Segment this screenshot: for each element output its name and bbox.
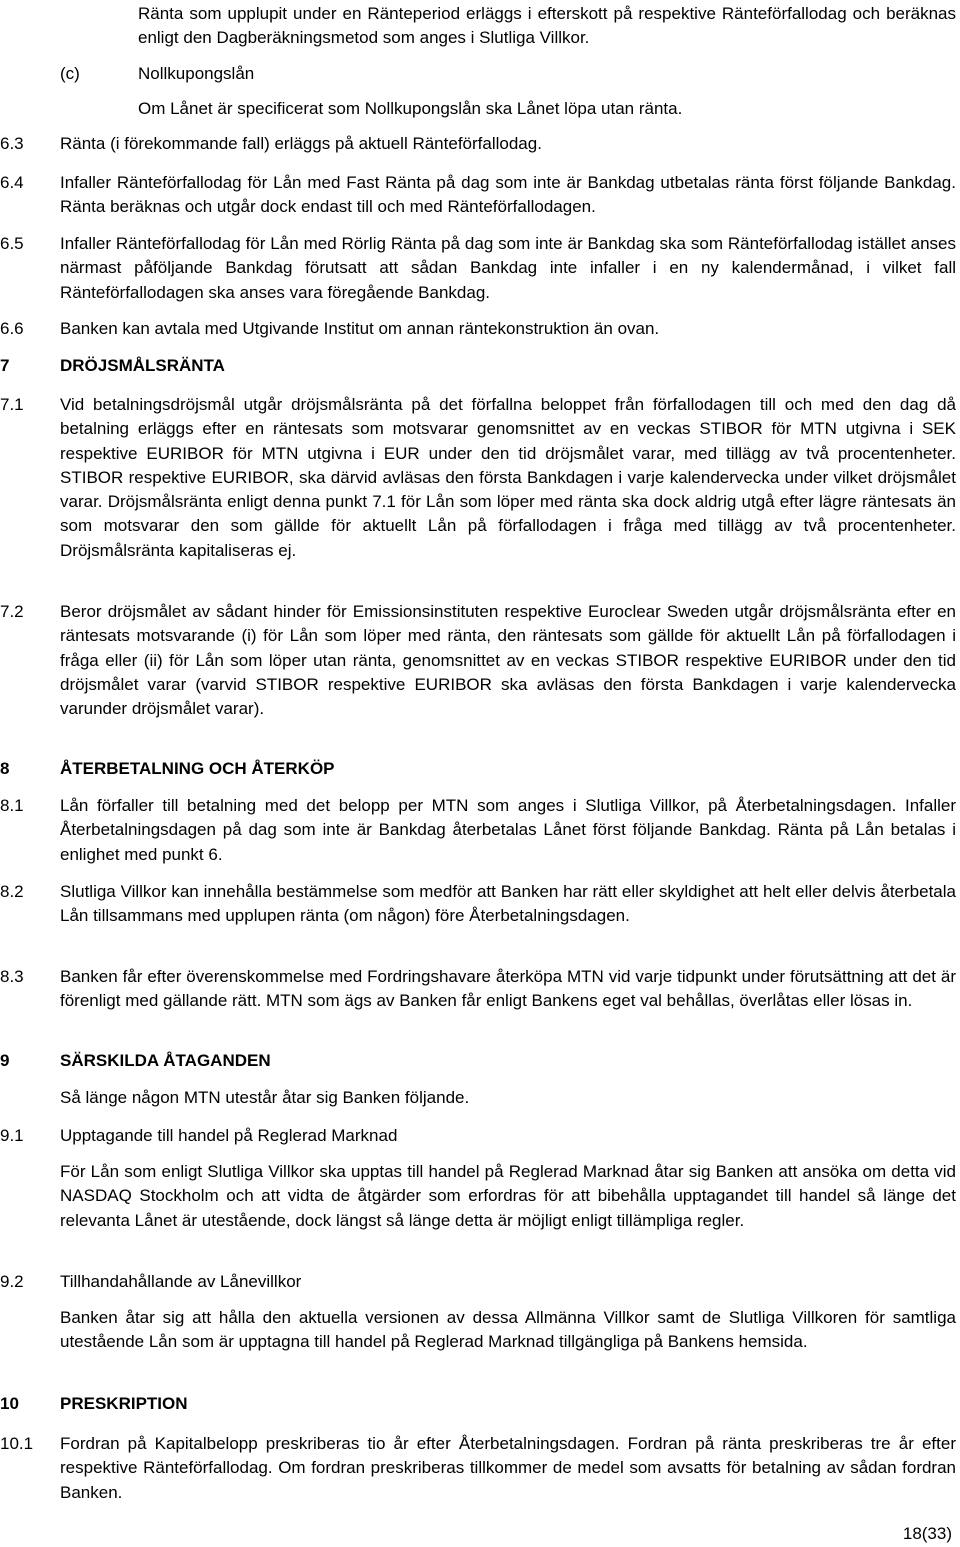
clause-text-7-1: Vid betalningsdröjsmål utgår dröjsmålsränta på det förfallna beloppet från förfallodagen till och med den dag då betalning erläggs efter en räntesats som motsvarar genomsnittet av en veckas STIBOR för MTN utgivna i SEK respektive EURIBOR för MTN utgivna i EUR under den tid dröjsmålet varar, med tillägg av två procentenheter. STIBOR respektive EURIBOR, ska därvid avläsas den första Bankdagen i varje kalendervecka under vilket dröjsmålet varar. Dröjsmålsränta enligt denna punkt 7.1 för Lån som löper med ränta ska dock aldrig utgå efter lägre räntesats än som motsvarar den som gällde för aktuellt Lån på förfallodagen i fråga med tillägg av två procentenheter. Dröjsmålsränta kapitaliseras ej. xyxy=(60,395,956,560)
clause-number-8-1: 8.1 xyxy=(0,796,24,815)
clause-text-10-1: Fordran på Kapitalbelopp preskriberas tio år efter Återbetalningsdagen. Fordran på ränta preskriberas tre år efter respektive Ränteförfallodag. Om fordran preskriberas tillkommer de medel som avsatts för betalning av sådan fordran Banken. xyxy=(60,1434,956,1502)
clause-number-8-3: 8.3 xyxy=(0,967,24,986)
section-title-9: SÄRSKILDA ÅTAGANDEN xyxy=(60,1051,271,1070)
clause-number-10-1: 10.1 xyxy=(0,1434,34,1453)
section-number-9: 9 xyxy=(0,1051,10,1070)
clause-title-9-1: Upptagande till handel på Reglerad Marknad xyxy=(60,1126,398,1145)
item-label-c: (c) xyxy=(60,64,80,83)
clause-text-8-1: Lån förfaller till betalning med det belopp per MTN som anges i Slutliga Villkor, på Återbetalningsdagen. Infaller Återbetalningsdagen på dag som inte är Bankdag återbetalas Lånet först följande Bankdag. Ränta på Lån betalas i enlighet med punkt 6. xyxy=(60,796,956,864)
clause-number-7-1: 7.1 xyxy=(0,395,24,414)
page-number: 18(33) xyxy=(902,1524,952,1543)
section-number-8: 8 xyxy=(0,759,10,778)
clause-number-6-5: 6.5 xyxy=(0,234,24,253)
clause-text-8-2: Slutliga Villkor kan innehålla bestämmelse som medför att Banken har rätt eller skyldighet att helt eller delvis återbetala Lån tillsammans med upplupen ränta (om någon) före Återbetalningsdagen. xyxy=(60,882,956,926)
paragraph-interest-payment: Ränta som upplupit under en Ränteperiod erläggs i efterskott på respektive Ränteförfallodag och beräknas enligt den Dagberäkningsmetod som anges i Slutliga Villkor. xyxy=(138,4,956,48)
clause-text-6-4: Infaller Ränteförfallodag för Lån med Fast Ränta på dag som inte är Bankdag utbetalas ränta först följande Bankdag. Ränta beräknas och utgår dock endast till och med Ränteförfallodagen. xyxy=(60,173,956,217)
clause-text-6-3: Ränta (i förekommande fall) erläggs på aktuell Ränteförfallodag. xyxy=(60,134,542,153)
clause-text-6-5: Infaller Ränteförfallodag för Lån med Rörlig Ränta på dag som inte är Bankdag ska som Ränteförfallodag istället anses närmast påföljande Bankdag förutsatt att sådan Bankdag inte infaller i en ny kalendermånad, i vilket fall Ränteförfallodagen ska anses vara föregående Bankdag. xyxy=(60,234,956,302)
clause-text-7-2: Beror dröjsmålet av sådant hinder för Emissionsinstituten respektive Euroclear Sweden utgår dröjsmålsränta efter en räntesats motsvarande (i) för Lån som löper med ränta, den räntesats som gällde för aktuellt Lån på förfallodagen i fråga eller (ii) för Lån som löper utan ränta, genomsnittet av en veckas STIBOR respektive EURIBOR under den tid dröjsmålet varar (varvid STIBOR respektive EURIBOR ska avläsas den första Bankdagen i varje kalendervecka varunder dröjsmålet varar). xyxy=(60,602,956,719)
clause-text-9-2: Banken åtar sig att hålla den aktuella versionen av dessa Allmänna Villkor samt de Slutliga Villkoren för samtliga utestående Lån som är upptagna till handel på Reglerad Marknad tillgängliga på Bankens hemsida. xyxy=(60,1308,956,1352)
clause-number-7-2: 7.2 xyxy=(0,602,24,621)
clause-title-9-2: Tillhandahållande av Lånevillkor xyxy=(60,1272,302,1291)
section-title-7: DRÖJSMÅLSRÄNTA xyxy=(60,356,225,375)
clause-number-6-4: 6.4 xyxy=(0,173,24,192)
clause-text-6-6: Banken kan avtala med Utgivande Institut om annan räntekonstruktion än ovan. xyxy=(60,319,660,338)
clause-number-6-3: 6.3 xyxy=(0,134,24,153)
clause-text-8-3: Banken får efter överenskommelse med Fordringshavare återköpa MTN vid varje tidpunkt under förutsättning att det är förenligt med gällande rätt. MTN som ägs av Banken får enligt Bankens eget val behållas, överlåtas eller lösas in. xyxy=(60,967,956,1011)
section-number-10: 10 xyxy=(0,1394,19,1413)
section-number-7: 7 xyxy=(0,356,10,375)
item-title-zero-coupon: Nollkupongslån xyxy=(138,64,255,83)
clause-number-9-1: 9.1 xyxy=(0,1126,24,1145)
clause-text-9-1: För Lån som enligt Slutliga Villkor ska upptas till handel på Reglerad Marknad åtar sig Banken att ansöka om detta vid NASDAQ Stockholm och att vidta de åtgärder som erfordras för att bibehålla upptagandet till handel så länge det relevanta Lånet är utestående, dock längst så länge detta är möjligt enligt tillämpliga regler. xyxy=(60,1162,956,1230)
section-9-intro: Så länge någon MTN utestår åtar sig Banken följande. xyxy=(60,1088,470,1107)
clause-number-6-6: 6.6 xyxy=(0,319,24,338)
clause-number-8-2: 8.2 xyxy=(0,882,24,901)
paragraph-zero-coupon: Om Lånet är specificerat som Nollkupongslån ska Lånet löpa utan ränta. xyxy=(138,99,683,118)
clause-number-9-2: 9.2 xyxy=(0,1272,24,1291)
section-title-8: ÅTERBETALNING OCH ÅTERKÖP xyxy=(60,759,335,778)
section-title-10: PRESKRIPTION xyxy=(60,1394,188,1413)
